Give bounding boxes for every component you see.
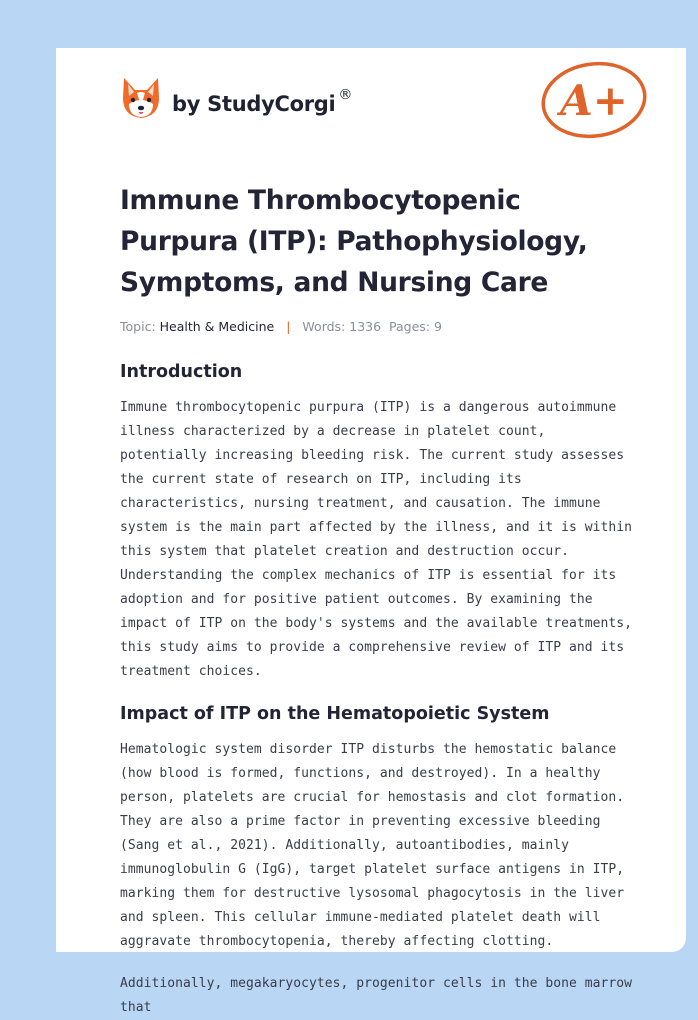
page-count: Pages: 9 bbox=[389, 319, 442, 334]
svg-text:A+: A+ bbox=[560, 76, 628, 125]
header bbox=[56, 48, 686, 158]
paragraph-continuation: Additionally, megakaryocytes, progenitor cells in the bone marrow that bbox=[120, 976, 632, 1015]
document-page bbox=[56, 48, 686, 1015]
paragraph-impact: Hematologic system disorder ITP disturbs the hemostatic balance (how blood is formed, functions, and destroyed). In a healthy person, platelets are crucial for hemostasis and clot formation. They are also a prime factor in preventing excessive bleeding (Sang et al., 2021). Additionally, autoantibodies, mainly immunoglobulin G (IgG), target platelet surface antigens in ITP, marking them for destructive lysosomal phagocytosis in the liver and spleen. This cellular immune-mediated platelet death will aggravate thrombocytopenia, thereby affecting clotting. bbox=[120, 742, 625, 949]
paragraph-introduction: Immune thrombocytopenic purpura (ITP) is a dangerous autoimmune illness characterized by a decrease in platelet count, potentially increasing bleeding risk. The current study assesses the current state of research on ITP, including its characteristics, nursing treatment, and causation. The immune system is the main part affected by the illness, and it is within this system that platelet creation and destruction occur. Understanding the complex mechanics of ITP is essential for its adoption and for positive patient outcomes. By examining the impact of ITP on the body's systems and the available treatments, this study aims to provide a comprehensive review of ITP and its treatment choices. bbox=[120, 400, 632, 679]
section-heading-introduction: Introduction bbox=[120, 362, 243, 382]
studycorgi-logo[interactable] bbox=[120, 76, 352, 120]
brand-name: by StudyCorgi ® bbox=[172, 86, 353, 116]
word-count: Words: 1336 bbox=[302, 319, 382, 334]
meta-separator: | bbox=[286, 319, 291, 334]
corgi-logo-icon bbox=[120, 76, 162, 120]
section-heading-impact: Impact of ITP on the Hematopoietic System bbox=[120, 704, 550, 724]
a-plus-grade-icon bbox=[538, 58, 650, 142]
topic-label: Topic: bbox=[120, 319, 156, 334]
topic-link[interactable]: Health & Medicine bbox=[159, 319, 275, 334]
page-title: Immune Thrombocytopenic Purpura (ITP): Pathophysiology, Symptoms, and Nursing Care bbox=[120, 185, 588, 298]
article bbox=[120, 180, 632, 1020]
article-meta bbox=[120, 319, 632, 334]
